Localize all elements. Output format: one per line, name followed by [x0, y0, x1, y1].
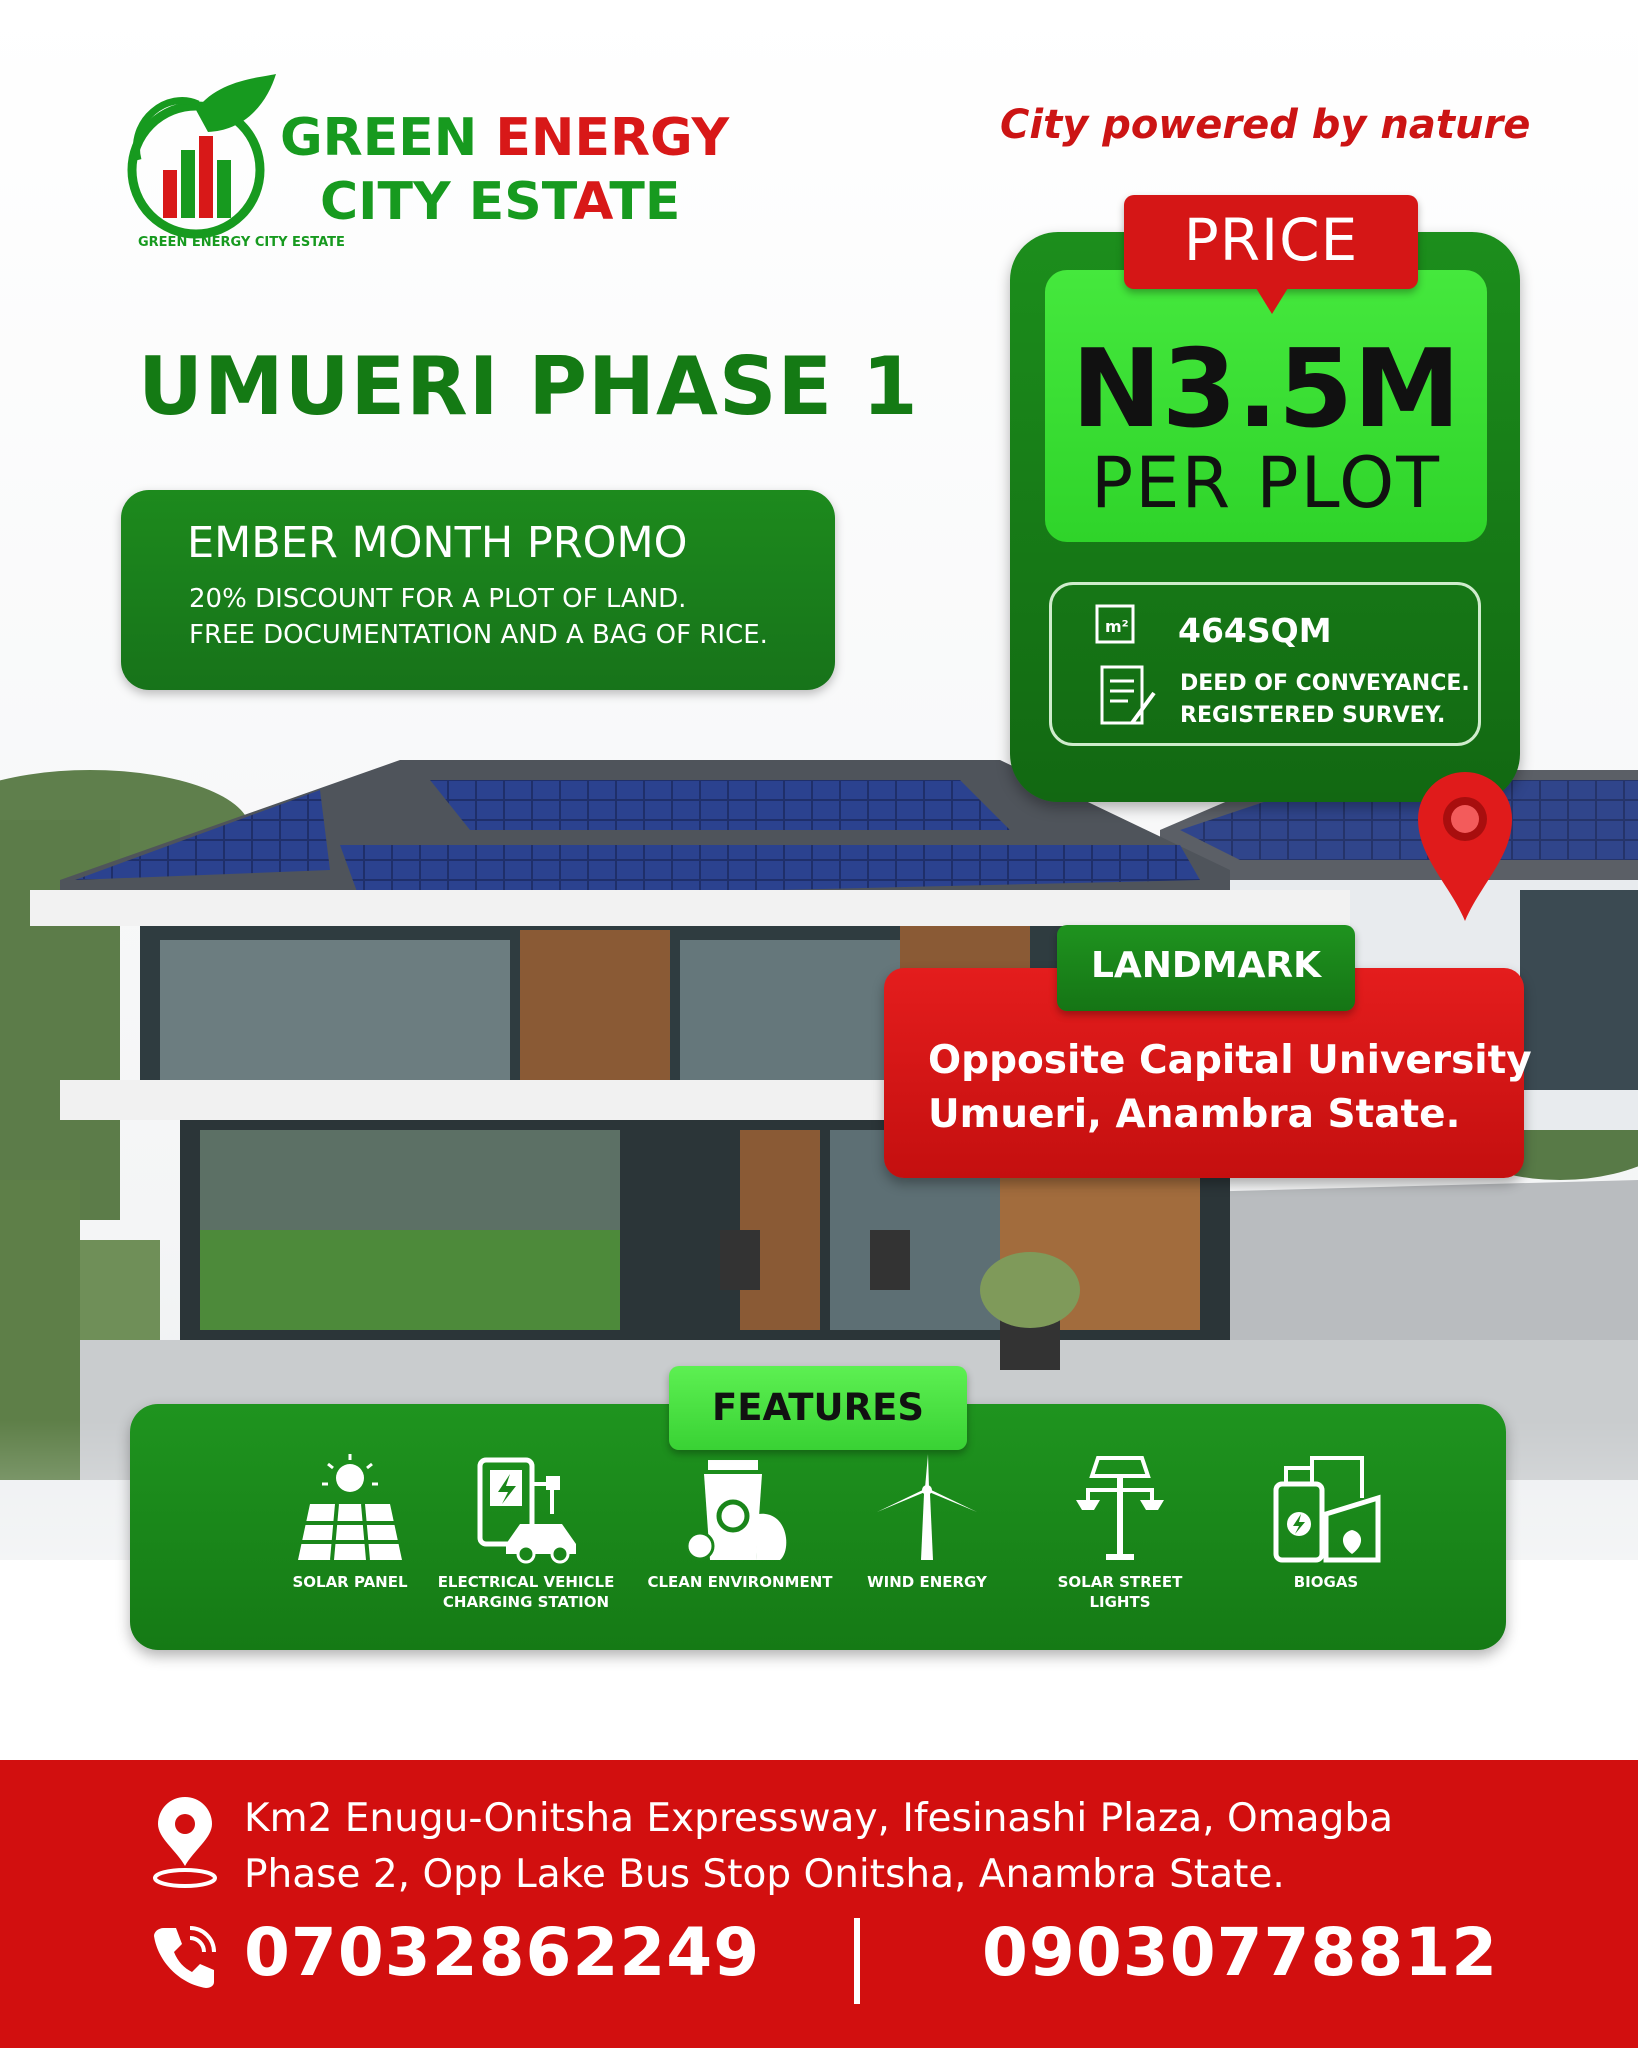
promo-title: EMBER MONTH PROMO [187, 518, 688, 568]
street-light-icon [1060, 1454, 1180, 1564]
price-tag [1124, 195, 1418, 289]
square-meter-icon [1094, 603, 1136, 645]
solar-panel-icon [290, 1454, 410, 1564]
address-line-2: Phase 2, Opp Lake Bus Stop Onitsha, Anambra State. [244, 1852, 1285, 1897]
feature-label: SOLAR STREET LIGHTS [1057, 1573, 1183, 1612]
phone-icon [150, 1922, 220, 1992]
feature-label: CLEAN ENVIRONMENT [647, 1573, 833, 1591]
feature-solar-street-lights [1020, 1454, 1220, 1613]
recycle-bin-icon [680, 1454, 800, 1564]
price-value: N3.5M [1071, 327, 1461, 452]
brand-word-green: GREEN [280, 108, 478, 168]
landmark-line-1: Opposite Capital University [928, 1038, 1532, 1083]
registered-survey-text: REGISTERED SURVEY. [1180, 703, 1446, 728]
features-title: FEATURES [711, 1386, 924, 1429]
phone-separator [854, 1918, 860, 2004]
brand-word-te: TE [609, 172, 681, 232]
feature-label: ELECTRICAL VEHICLE CHARGING STATION [437, 1573, 615, 1612]
promo-bonus-text: FREE DOCUMENTATION AND A BAG OF RICE. [189, 620, 768, 650]
price-panel [1010, 232, 1520, 802]
landmark-tag [1057, 925, 1355, 1011]
plot-size: 464SQM [1178, 611, 1332, 650]
address-line-1: Km2 Enugu-Onitsha Expressway, Ifesinashi Plaza, Omagba [244, 1796, 1393, 1841]
deed-of-conveyance-text: DEED OF CONVEYANCE. [1180, 671, 1470, 696]
sqm-icon-label: m² [1105, 617, 1129, 636]
phone-number-2[interactable]: 09030778812 [982, 1914, 1499, 1991]
feature-label: BIOGAS [1293, 1573, 1359, 1591]
brand-line-2 [320, 172, 681, 232]
landmark-tag-label: LANDMARK [1090, 945, 1322, 986]
location-pin-icon [1410, 765, 1520, 925]
feature-solar-panel [250, 1454, 450, 1592]
estate-logo-icon [108, 70, 345, 250]
features-tag [669, 1366, 967, 1450]
feature-label: WIND ENERGY [867, 1573, 987, 1591]
ev-charging-icon [466, 1454, 586, 1564]
landmark-line-2: Umueri, Anambra State. [928, 1092, 1461, 1137]
wind-turbine-icon [867, 1454, 987, 1564]
feature-ev-charging [426, 1454, 626, 1613]
feature-wind-energy [827, 1454, 1027, 1592]
price-unit: PER PLOT [1091, 442, 1441, 524]
price-tag-label: PRICE [1183, 206, 1359, 274]
document-icon [1098, 663, 1158, 733]
brand-line-1 [280, 108, 730, 168]
phone-number-1[interactable]: 07032862249 [244, 1914, 761, 1991]
phase-title: UMUERI PHASE 1 [138, 340, 919, 433]
brand-word-city-est: CITY EST [320, 172, 574, 232]
contact-footer [0, 1760, 1638, 2048]
promo-discount-text: 20% DISCOUNT FOR A PLOT OF LAND. [189, 584, 687, 614]
address-pin-icon [150, 1796, 220, 1888]
price-tag-pointer [1256, 288, 1288, 314]
promo-box [121, 490, 835, 690]
brand-word-energy: ENERGY [495, 108, 730, 168]
tagline: City powered by nature [1000, 102, 1531, 148]
biogas-icon [1266, 1454, 1386, 1564]
feature-biogas [1226, 1454, 1426, 1592]
plot-spec-box [1049, 582, 1481, 746]
feature-label: SOLAR PANEL [292, 1573, 408, 1591]
logo-ring-text: GREEN ENERGY CITY ESTATE [138, 235, 345, 250]
feature-clean-environment [640, 1454, 840, 1592]
brand-letter-a: A [573, 172, 610, 232]
